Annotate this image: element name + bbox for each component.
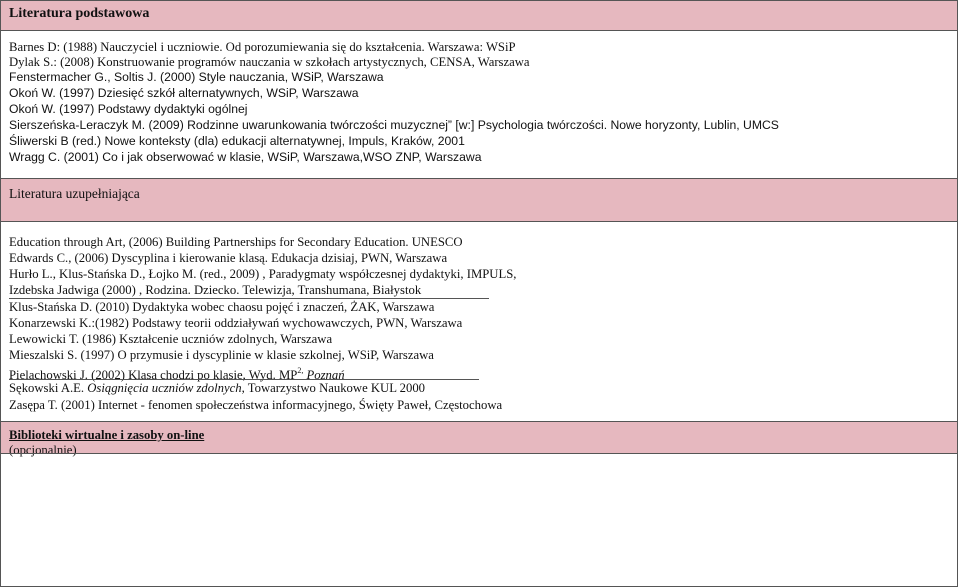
section-body-online (0, 453, 958, 587)
reference-item: Klus-Stańska D. (2010) Dydaktyka wobec chaosu pojęć i znaczeń, ŻAK, Warszawa (9, 300, 435, 314)
reference-item: Izdebska Jadwiga (2000) , Rodzina. Dziecko. Telewizja, Transhumana, Białystok (9, 283, 422, 297)
reference-item (9, 381, 425, 395)
reference-item: Mieszalski S. (1997) O przymusie i dyscyplinie w klasie szkolnej, WSiP, Warszawa (9, 348, 434, 362)
reference-title: Osiągnięcia uczniów zdolnych, (87, 381, 245, 395)
reference-item: Konarzewski K.:(1982) Podstawy teorii oddziaływań wychowawczych, PWN, Warszawa (9, 316, 463, 330)
section-subtitle-online: (opcjonalnie) (9, 443, 77, 457)
section-header-supplementary (0, 178, 958, 221)
reference-item: Lewowicki T. (1986) Kształcenie uczniów zdolnych, Warszawa (9, 332, 333, 346)
reference-item: Dylak S.: (2008) Konstruowanie programów nauczania w szkołach artystycznych, CENSA, Warszawa (9, 55, 530, 69)
reference-item: Hurło L., Klus-Stańska D., Łojko M. (red., 2009) , Paradygmaty współczesnej dydaktyki, IMPULS, (9, 267, 517, 281)
reference-item: Education through Art, (2006) Building Partnerships for Secondary Education. UNESCO (9, 235, 463, 249)
section-body-basic (0, 30, 958, 178)
reference-item: Sierszeńska-Leraczyk M. (2009) Rodzinne uwarunkowania twórczości muzycznej” [w:] Psychologia twórczości. Nowe horyzonty, Lublin, UMCS (9, 118, 779, 132)
reference-item: Fenstermacher G., Soltis J. (2000) Style nauczania, WSiP, Warszawa (9, 70, 384, 84)
section-title-basic: Literatura podstawowa (9, 6, 150, 21)
superscript: 2, (297, 366, 304, 375)
reference-item: Zasępa T. (2001) Internet - fenomen społeczeństwa informacyjnego, Święty Paweł, Częstochowa (9, 398, 503, 412)
section-body-supplementary (0, 221, 958, 421)
section-header-online (0, 421, 958, 457)
section-header-basic (0, 0, 958, 30)
reference-place: Poznań (306, 368, 345, 382)
reference-publisher: Towarzystwo Naukowe KUL 2000 (247, 381, 426, 395)
reference-item: Edwards C., (2006) Dyscyplina i kierowanie klasą. Edukacja dzisiaj, PWN, Warszawa (9, 251, 448, 265)
reference-item: Okoń W. (1997) Dziesięć szkół alternatywnych, WSiP, Warszawa (9, 86, 359, 100)
reference-item: Okoń W. (1997) Podstawy dydaktyki ogólnej (9, 102, 248, 116)
reference-item: Barnes D: (1988) Nauczyciel i uczniowie. Od porozumiewania się do kształcenia. Warszawa: WSiP (9, 40, 516, 54)
reference-text: Pielachowski J. (2002) Klasa chodzi po klasie, Wyd. MP (9, 368, 298, 382)
section-title-online: Biblioteki wirtualne i zasoby on-line (9, 428, 205, 442)
reference-item: Wragg C. (2001) Co i jak obserwować w klasie, WSiP, Warszawa,WSO ZNP, Warszawa (9, 150, 482, 164)
reference-item: Śliwerski B (red.) Nowe konteksty (dla) edukacji alternatywnej, Impuls, Kraków, 2001 (9, 134, 465, 148)
divider (9, 379, 479, 380)
section-title-supplementary: Literatura uzupełniająca (9, 186, 140, 201)
divider (9, 298, 489, 299)
reference-author: Sękowski A.E. (9, 381, 85, 395)
